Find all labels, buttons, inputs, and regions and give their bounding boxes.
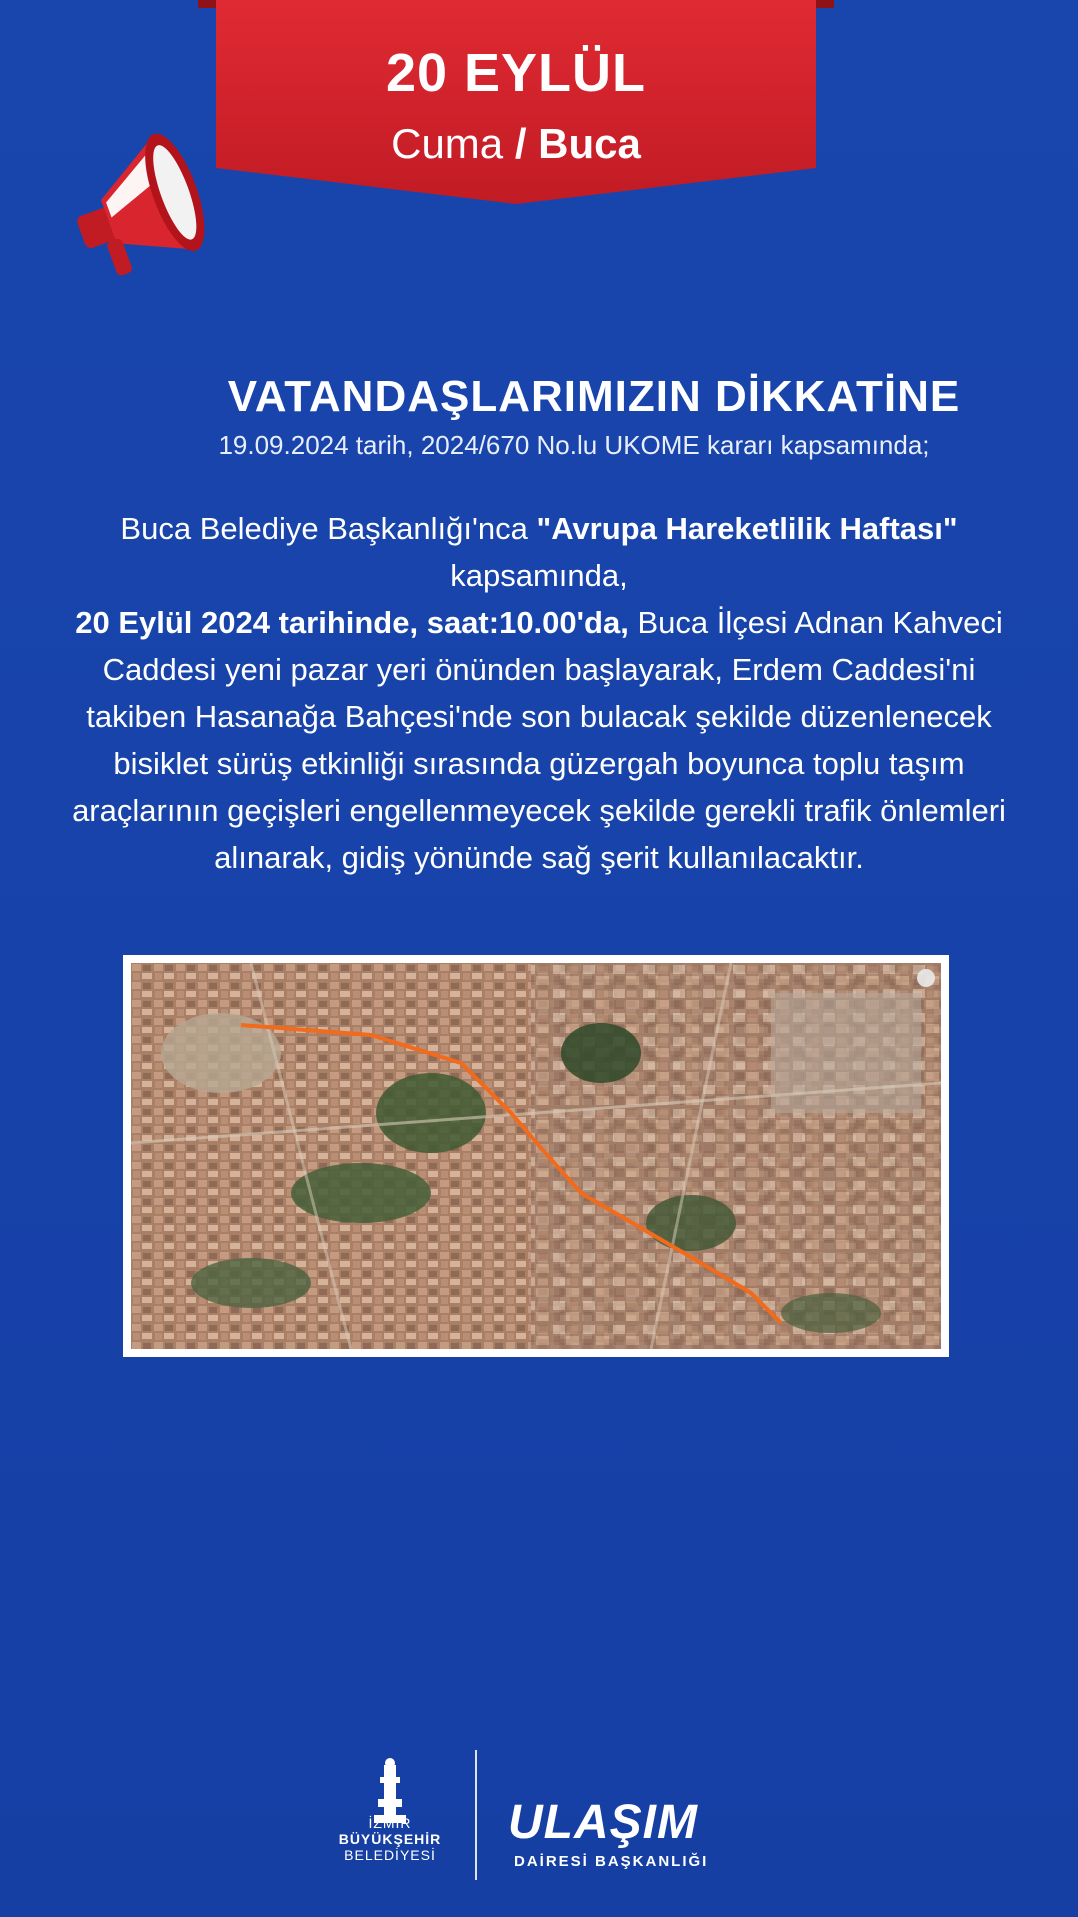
ulasim-logo: ULAŞIM <box>508 1796 698 1849</box>
banner-location: Buca <box>538 120 641 167</box>
page-heading: VATANDAŞLARIMIZIN DİKKATİNE <box>227 372 961 421</box>
route-map <box>123 955 949 1357</box>
body-intro: Buca Belediye Başkanlığı'nca <box>120 511 537 546</box>
announcement-body <box>60 505 1018 881</box>
ulasim-logo-sub: DAİRESİ BAŞKANLIĞI <box>514 1853 709 1870</box>
banner-day: Cuma <box>391 120 504 167</box>
map-satellite-image <box>131 963 941 1349</box>
footer <box>0 1745 1078 1885</box>
body-details: Buca İlçesi Adnan Kahveci Caddesi yeni pazar yeri önünden başlayarak, Erdem Caddesi'ni takiben Hasanağa Bahçesi'nde son bulacak şekilde düzenlenecek bisiklet sürüş etkinliği sırasında güzergah boyunca toplu taşım araçlarının geçişleri engellenmeyecek şekilde gerekli trafik önlemleri alınarak, gidiş yönünde sağ şerit kullanılacaktır. <box>72 605 1006 875</box>
compass-icon <box>917 969 935 987</box>
footer-divider <box>475 1750 477 1880</box>
event-name: "Avrupa Hareketlilik Haftası" <box>536 511 958 546</box>
banner-subtitle <box>198 120 834 168</box>
izmir-line2: BÜYÜKŞEHİR <box>338 1831 442 1847</box>
izmir-line3: BELEDİYESİ <box>344 1847 436 1863</box>
decision-reference: 19.09.2024 tarih, 2024/670 No.lu UKOME kararı kapsamında; <box>218 430 930 460</box>
date-banner <box>198 0 834 205</box>
banner-date: 20 EYLÜL <box>385 43 647 103</box>
izmir-logo-text <box>330 1815 450 1863</box>
banner-separator: / <box>514 120 527 167</box>
event-datetime: 20 Eylül 2024 tarihinde, saat:10.00'da, <box>75 605 629 640</box>
megaphone-icon <box>55 125 225 285</box>
body-intro-tail: kapsamında, <box>450 558 628 593</box>
izmir-line1: İZMİR <box>368 1815 412 1831</box>
